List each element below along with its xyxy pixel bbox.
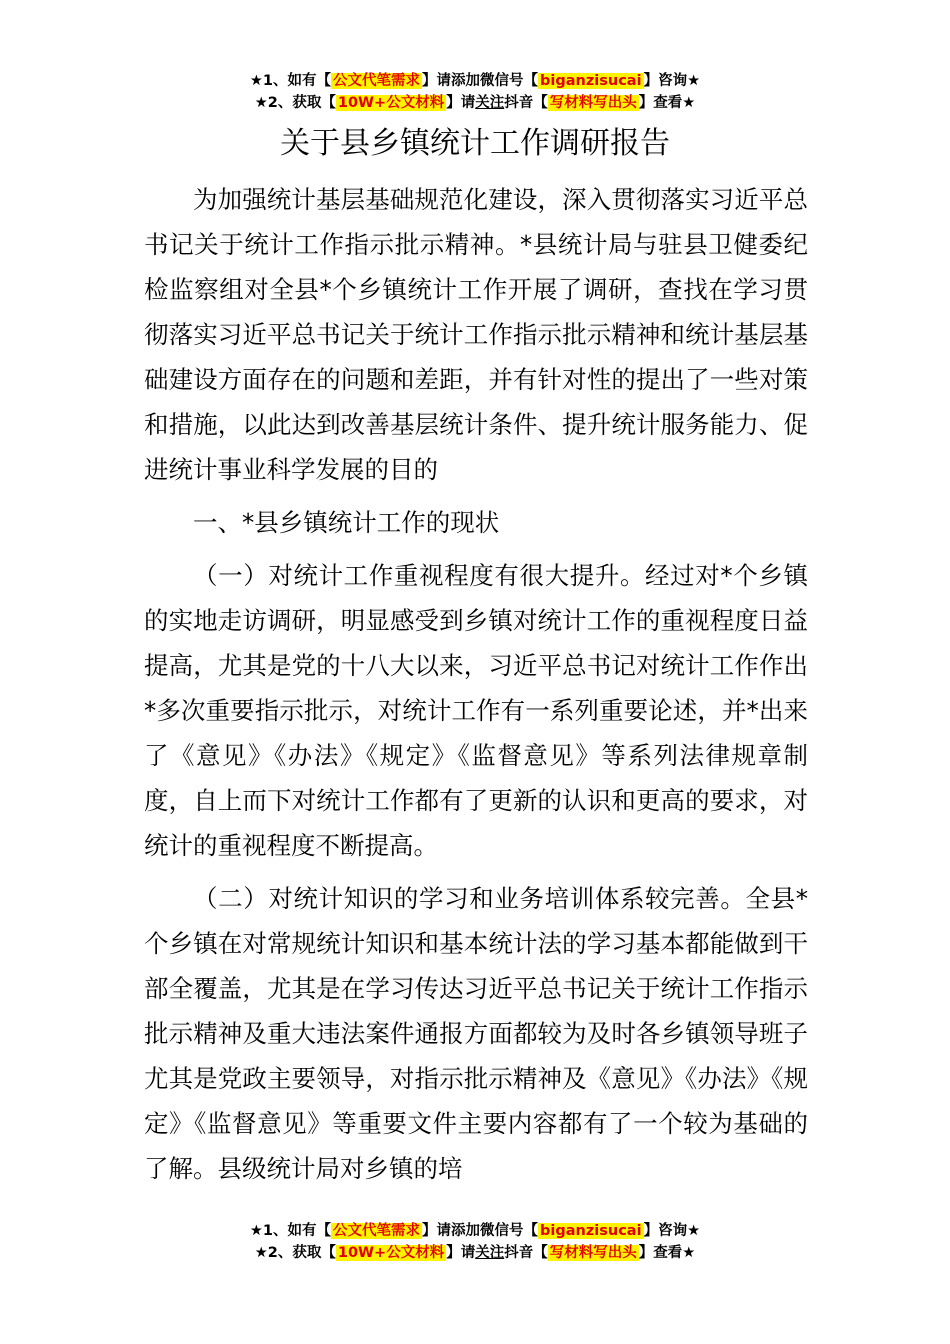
intro-paragraph: 为加强统计基层基础规范化建设，深入贯彻落实习近平总书记关于统计工作指示批示精神。*县统计局与驻县卫健委纪检监察组对全县*个乡镇统计工作开展了调研，查找在学习贯彻落实习近平总书记关于统计工作指示批示精神和统计基层基础建设方面存在的问题和差距，并有针对性的提出了一些对策和措施，以此达到改善基层统计条件、提升统计服务能力、促进统计事业科学发展的目的	[144, 185, 808, 484]
banner-line-1: ★1、如有【 公文代笔需求 】请添加微信号【 biganzisucai 】咨询★	[249, 73, 701, 89]
banner-line-1: ★1、如有【 公文代笔需求 】请添加微信号【 biganzisucai 】咨询★	[249, 1223, 701, 1239]
body-paragraph: （一）对统计工作重视程度有很大提升。经过对*个乡镇的实地走访调研，明显感受到乡镇对统计工作的重视程度日益提高，尤其是党的十八大以来，习近平总书记对统计工作作出*多次重要指示批示，对统计工作有一系列重要论述，并*出来了《意见》《办法》《规定》《监督意见》等系列法律规章制度，自上而下对统计工作都有了更新的认识和更高的要求，对统计的重视程度不断提高。	[144, 561, 808, 860]
douyin-highlight: 写材料写出头	[549, 95, 637, 111]
document-title: 关于县乡镇统计工作调研报告	[280, 126, 670, 161]
section-heading: 一、*县乡镇统计工作的现状	[193, 508, 500, 537]
banner-highlight: 公文代笔需求	[333, 73, 421, 89]
banner-highlight: 公文代笔需求	[333, 1223, 421, 1239]
footer-banner	[0, 1220, 950, 1264]
banner-line-2: ★2、获取【 10W+公文材料 】请关注抖音【 写材料写出头 】查看★	[254, 95, 696, 111]
banner-line-2: ★2、获取【 10W+公文材料 】请关注抖音【 写材料写出头 】查看★	[254, 1245, 696, 1261]
wechat-id-highlight: biganzisucai	[540, 73, 642, 89]
banner-highlight: 10W+公文材料	[337, 1245, 445, 1261]
douyin-highlight: 写材料写出头	[549, 1245, 637, 1261]
document-body	[144, 177, 808, 1191]
banner-highlight: 10W+公文材料	[337, 95, 445, 111]
wechat-id-highlight: biganzisucai	[540, 1223, 642, 1239]
body-paragraph: （二）对统计知识的学习和业务培训体系较完善。全县*个乡镇在对常规统计知识和基本统计法的学习基本都能做到干部全覆盖，尤其是在学习传达习近平总书记关于统计工作指示批示精神及重大违法案件通报方面都较为及时各乡镇领导班子尤其是党政主要领导，对指示批示精神及《意见》《办法》《规定》《监督意见》等重要文件主要内容都有了一个较为基础的了解。县级统计局对乡镇的培	[144, 884, 808, 1183]
header-banner	[0, 70, 950, 114]
